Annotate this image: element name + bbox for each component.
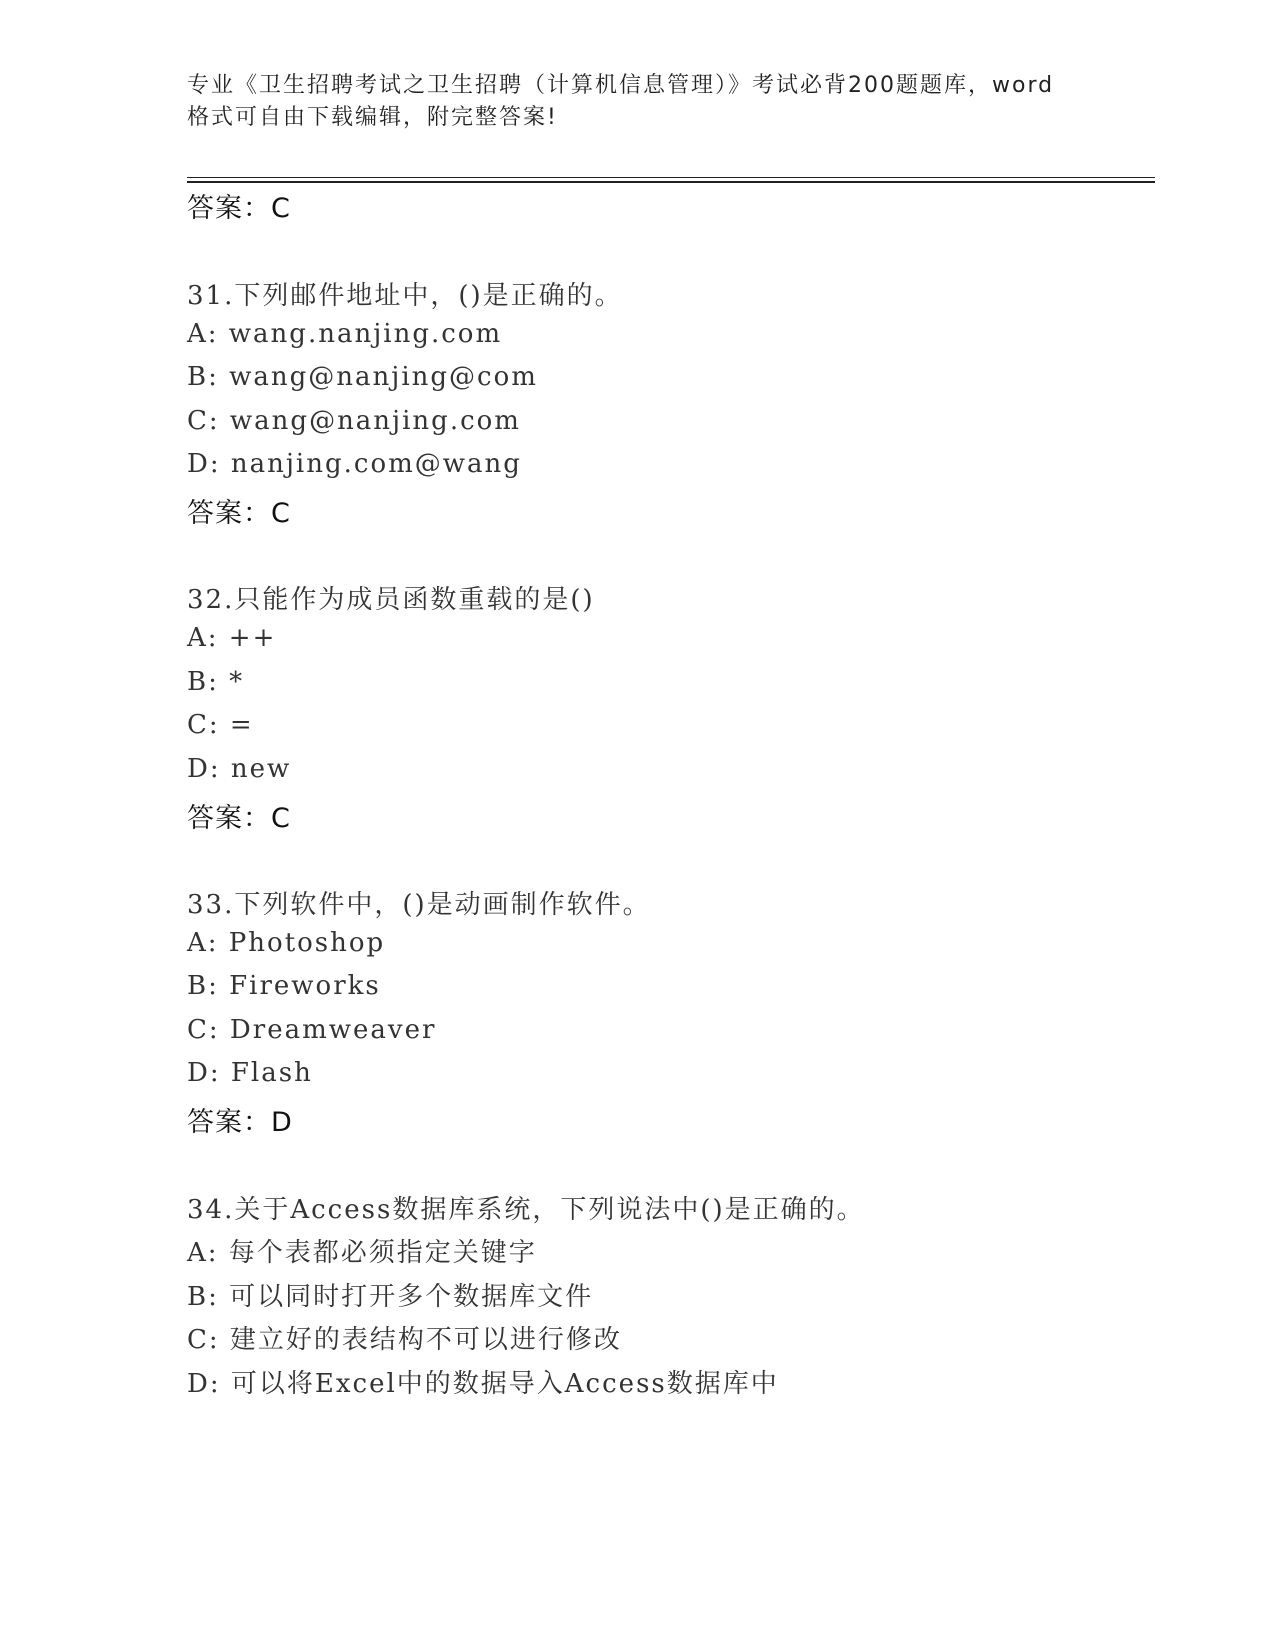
option-d: D: nanjing.com@wang xyxy=(187,449,522,479)
option-b: B: wang@nanjing@com xyxy=(187,362,538,392)
option-d: D: Flash xyxy=(187,1058,313,1088)
question-stem: 33.下列软件中，()是动画制作软件。 xyxy=(187,890,651,920)
option-c: C: wang@nanjing.com xyxy=(187,406,521,436)
option-c: C: = xyxy=(187,710,254,740)
option-c: C: Dreamweaver xyxy=(187,1015,437,1045)
option-d: D: new xyxy=(187,754,292,784)
question-stem: 32.只能作为成员函数重载的是() xyxy=(187,585,595,615)
option-b: B: 可以同时打开多个数据库文件 xyxy=(187,1282,594,1312)
header-rule-thick xyxy=(187,181,1155,183)
document-header xyxy=(187,70,1087,134)
question-stem: 34.关于Access数据库系统，下列说法中()是正确的。 xyxy=(187,1195,865,1225)
answer-line: 答案：D xyxy=(187,1107,293,1138)
option-a: A: ++ xyxy=(187,623,277,653)
option-b: B: * xyxy=(187,667,245,697)
question-stem: 31.下列邮件地址中，()是正确的。 xyxy=(187,281,623,311)
answer-line: 答案：C xyxy=(187,193,291,224)
option-b: B: Fireworks xyxy=(187,971,381,1001)
header-line-2: 格式可自由下载编辑，附完整答案! xyxy=(187,105,558,130)
option-a: A: 每个表都必须指定关键字 xyxy=(187,1238,537,1268)
answer-line: 答案：C xyxy=(187,498,291,529)
option-a: A: wang.nanjing.com xyxy=(187,319,503,349)
option-c: C: 建立好的表结构不可以进行修改 xyxy=(187,1325,622,1355)
option-a: A: Photoshop xyxy=(187,928,386,958)
header-rule-thin xyxy=(187,177,1155,178)
header-line-1: 专业《卫生招聘考试之卫生招聘（计算机信息管理）》考试必背200题题库，word xyxy=(187,73,1055,98)
answer-line: 答案：C xyxy=(187,803,291,834)
option-d: D: 可以将Excel中的数据导入Access数据库中 xyxy=(187,1369,779,1399)
